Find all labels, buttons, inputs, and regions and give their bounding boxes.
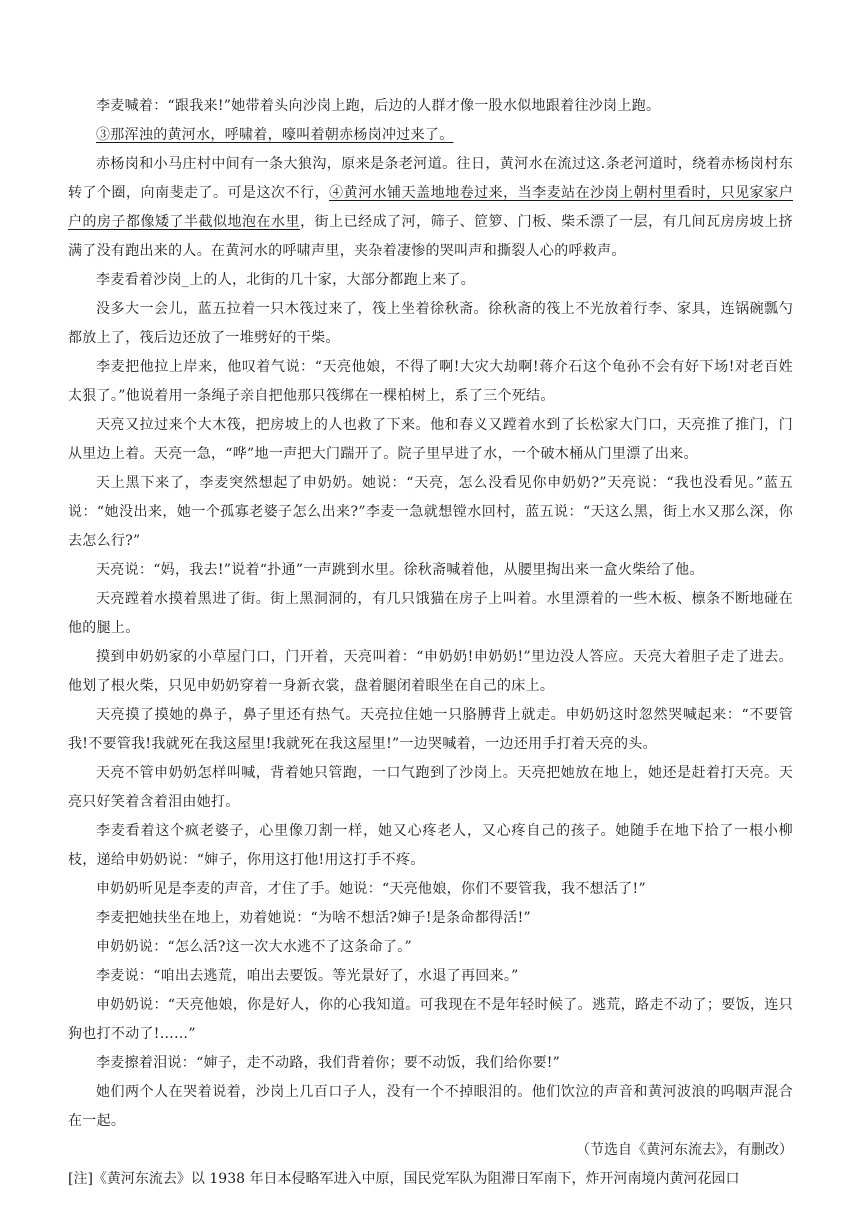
paragraph: 李麦说：“咱出去逃荒，咱出去要饭。等光景好了，水退了再回来。” bbox=[96, 968, 519, 984]
paragraph: 李麦把她扶坐在地上，劝着她说：“为啥不想活?婶子!是条命都得活!” bbox=[96, 910, 531, 926]
paragraph: 申奶奶说：“天亮他娘，你是好人，你的心我知道。可我现在不是年轻时候了。逃荒，路走不动了；要饭，连只狗也打不动了!……” bbox=[68, 997, 793, 1042]
paragraph: 李麦看着沙岗_上的人，北街的几十家，大部分都跑上来了。 bbox=[96, 272, 476, 288]
paragraph: 没多大一会儿，蓝五拉着一只木筏过来了，筏上坐着徐秋斋。徐秋斋的筏上不光放着行李、家具，连锅碗瓢勺都放上了，筏后边还放了一堆劈好的干柴。 bbox=[68, 301, 793, 346]
paragraph: 李麦擦着泪说：“婶子，走不动路，我们背着你；要不动饭，我们给你要!” bbox=[96, 1055, 561, 1071]
footnote: [注]《黄河东流去》以 1938 年日本侵略军进入中原，国民党军队为阻滞日军南下，炸开河南境内黄河花园口 bbox=[68, 1171, 740, 1187]
underlined-sentence-4: ④黄河水铺天盖地地卷过来，当李麦站在沙岗上朝村里看时，只见家家户户的房子都像矮了半截似地泡在水里 bbox=[68, 185, 793, 230]
source-citation: （节选自《黄河东流去》，有删改） bbox=[576, 1142, 793, 1158]
paragraph: 李麦把他拉上岸来，他叹着气说：“天亮他娘，不得了啊!大灾大劫啊!蒋介石这个龟孙不会有好下场!对老百姓太狠了。”他说着用一条绳子亲自把他那只筏绑在一棵柏树上，系了三个死结。 bbox=[68, 359, 793, 404]
paragraph: 天亮蹚着水摸着黑进了街。街上黑洞洞的，有几只饿猫在房子上叫着。水里漂着的一些木板、檩条不断地碰在他的腿上。 bbox=[68, 591, 793, 636]
paragraph: 天亮不管申奶奶怎样叫喊，背着她只管跑，一口气跑到了沙岗上。天亮把她放在地上，她还是赶着打天亮。天亮只好笑着含着泪由她打。 bbox=[68, 765, 793, 810]
paragraph: 天亮又拉过来个大木筏，把房坡上的人也救了下来。他和春义又蹚着水到了长松家大门口，天亮推了推门，门从里边上着。天亮一急，“哗”地一声把大门踹开了。院子里早进了水，一个破木桶从门里漂了出来。 bbox=[68, 417, 793, 462]
paragraph: 天亮说：“妈，我去!”说着“扑通”一声跳到水里。徐秋斋喊着他，从腰里掏出来一盒火柴给了他。 bbox=[96, 562, 704, 578]
underlined-sentence-3: ③那浑浊的黄河水，呼啸着，嚎叫着朝赤杨岗冲过来了。 bbox=[96, 127, 454, 143]
paragraph: 李麦喊着：“跟我来!”她带着头向沙岗上跑，后边的人群才像一股水似地跟着往沙岗上跑。 bbox=[96, 98, 661, 114]
paragraph: 申奶奶说：“怎么活?这一次大水逃不了这条命了。” bbox=[96, 939, 413, 955]
paragraph-text: ，街上已经成了河，筛子、笸箩、门板、柴禾漂了一层，有几间瓦房房坡上挤满了没有跑出来的人。在黄河水的呼啸声里，夹杂着凄惨的哭叫声和撕裂人心的呼救声。 bbox=[68, 214, 793, 259]
paragraph: 申奶奶听见是李麦的声音，才住了手。她说：“天亮他娘，你们不要管我，我不想活了!” bbox=[96, 881, 646, 897]
paragraph: 摸到申奶奶家的小草屋门口，门开着，天亮叫着：“申奶奶!申奶奶!”里边没人答应。天亮大着胆子走了进去。他划了根火柴，只见申奶奶穿着一身新衣裳，盘着腿闭着眼坐在自己的床上。 bbox=[68, 649, 793, 694]
paragraph: 她们两个人在哭着说着，沙岗上几百口子人，没有一个不掉眼泪的。他们饮泣的声音和黄河波浪的呜咽声混合在一起。 bbox=[68, 1084, 793, 1129]
paragraph-text: 赤杨岗和小马庄村中间有一条大狼沟，原来是条老河道。往日，黄河水在流过这.条老河道时，绕着赤杨岗村东转了个圈，向南斐走了。可是这次不行， bbox=[68, 156, 793, 201]
paragraph: 天上黑下来了，李麦突然想起了申奶奶。她说：“天亮，怎么没看见你申奶奶?”天亮说：“我也没看见。”蓝五说：“她没出来，她一个孤寡老婆子怎么出来?”李麦一急就想镗水回村，蓝五说：“天这么黑，街上水又那么深，你去怎么行?” bbox=[68, 475, 793, 549]
document-page bbox=[68, 92, 793, 1194]
paragraph: 李麦看着这个疯老婆子，心里像刀割一样，她又心疼老人，又心疼自己的孩子。她随手在地下拾了一根小柳枝，递给申奶奶说：“婶子，你用这打他!用这打手不疼。 bbox=[68, 823, 793, 868]
paragraph bbox=[68, 150, 793, 266]
paragraph: 天亮摸了摸她的鼻子，鼻子里还有热气。天亮拉住她一只胳膊背上就走。申奶奶这时忽然哭喊起来：“不要管我!不要管我!我就死在我这屋里!我就死在我这屋里!”一边哭喊着，一边还用手打着天亮的头。 bbox=[68, 707, 793, 752]
